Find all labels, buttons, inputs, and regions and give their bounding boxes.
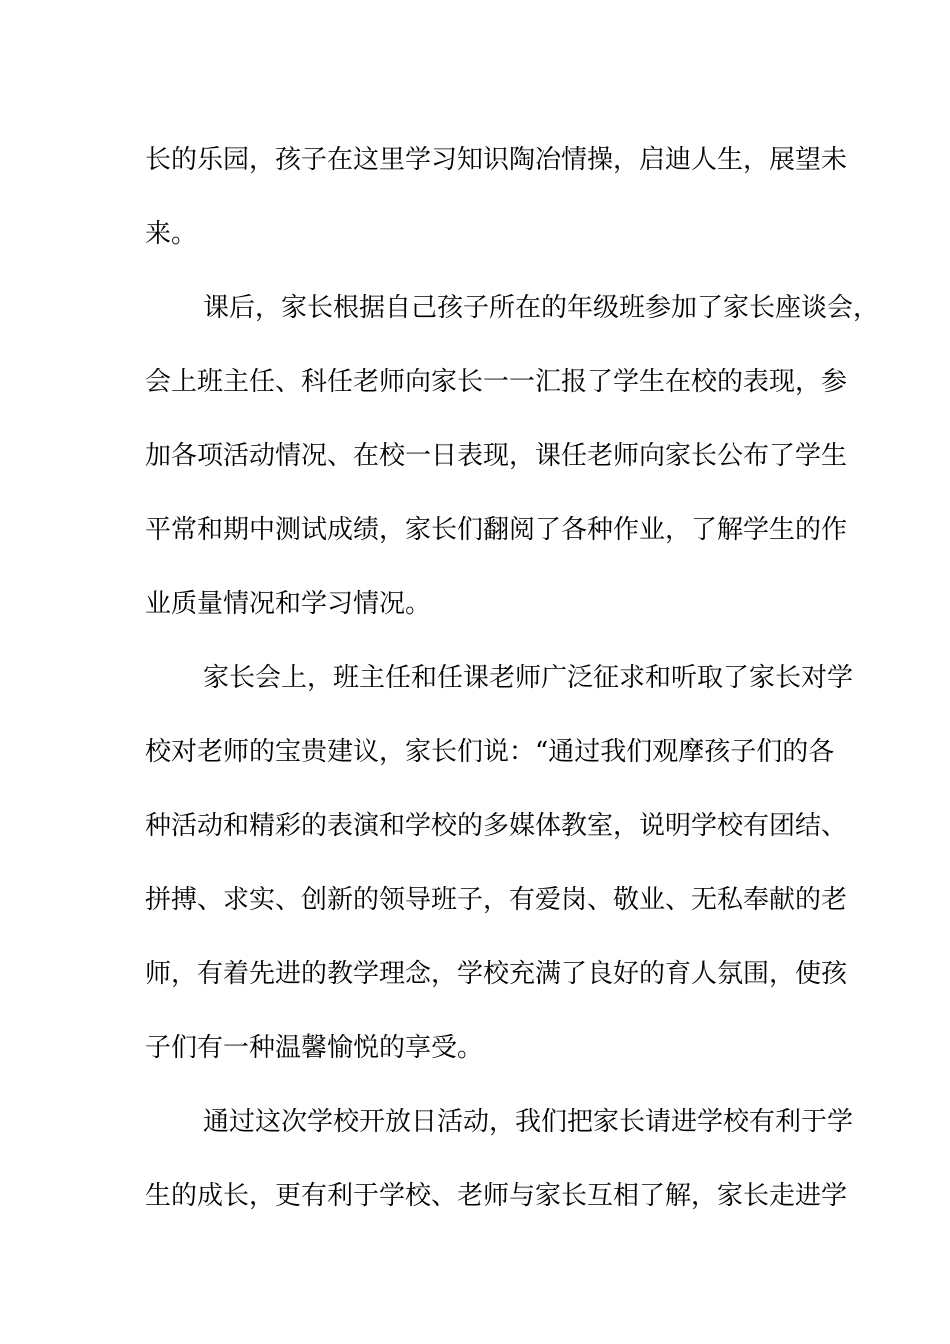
text-line: 长的乐园，孩子在这里学习知识陶冶情操，启迪人生，展望未 bbox=[145, 145, 848, 175]
text-line: 校对老师的宝贵建议，家长们说：“通过我们观摩孩子们的各 bbox=[145, 737, 835, 767]
text-line: 子们有一种温馨愉悦的享受。 bbox=[145, 1033, 484, 1063]
text-line: 生的成长，更有利于学校、老师与家长互相了解，家长走进学 bbox=[145, 1181, 848, 1211]
paragraph-first-line: 家长会上，班主任和任课老师广泛征求和听取了家长对学 bbox=[203, 663, 854, 693]
text-line: 师，有着先进的教学理念，学校充满了良好的育人氛围，使孩 bbox=[145, 959, 848, 989]
text-line: 加各项活动情况、在校一日表现，课任老师向家长公布了学生 bbox=[145, 441, 848, 471]
paragraph-first-line: 通过这次学校开放日活动，我们把家长请进学校有利于学 bbox=[203, 1107, 854, 1137]
text-line: 平常和期中测试成绩，家长们翻阅了各种作业，了解学生的作 bbox=[145, 515, 848, 545]
text-line: 种活动和精彩的表演和学校的多媒体教室，说明学校有团结、 bbox=[145, 811, 848, 841]
text-line: 业质量情况和学习情况。 bbox=[145, 589, 432, 619]
paragraph-first-line: 课后，家长根据自己孩子所在的年级班参加了家长座谈会， bbox=[203, 293, 880, 323]
text-line: 会上班主任、科任老师向家长一一汇报了学生在校的表现，参 bbox=[145, 367, 848, 397]
text-line: 来。 bbox=[145, 219, 198, 249]
text-line: 拼搏、求实、创新的领导班子，有爱岗、敬业、无私奉献的老 bbox=[145, 885, 848, 915]
body-text bbox=[145, 123, 880, 1233]
